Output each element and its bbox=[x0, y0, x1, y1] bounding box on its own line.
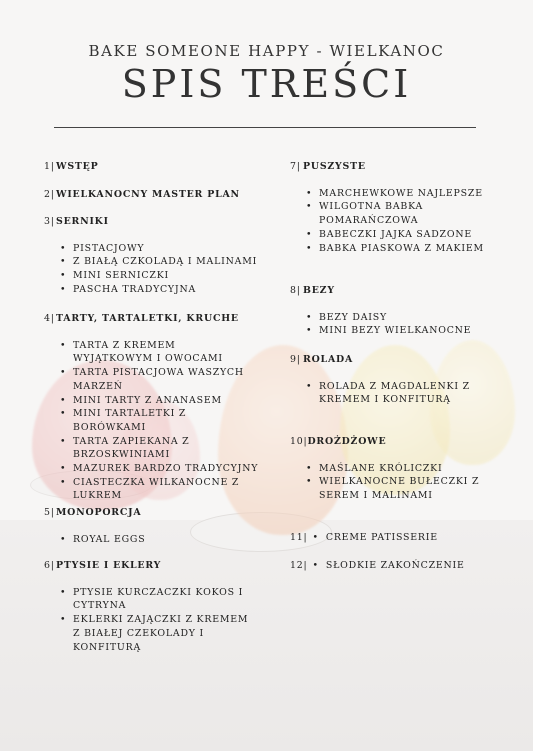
toc-list-item: • MAZUREK BARDZO TRADYCYJNY bbox=[44, 462, 259, 476]
toc-list-item: • WILGOTNA BABKA POMARAŃCZOWA bbox=[290, 200, 490, 227]
toc-section bbox=[290, 353, 490, 407]
toc-item-list bbox=[44, 586, 259, 655]
page-subtitle: BAKE SOMEONE HAPPY - WIELKANOC bbox=[88, 42, 445, 60]
toc-list-item: • EKLERKI ZAJĄCZKI Z KREMEM Z BIAŁEJ CZEKOLADY I KONFITURĄ bbox=[44, 613, 259, 654]
toc-section-number: 12| bbox=[290, 560, 308, 571]
toc-section bbox=[290, 435, 490, 503]
toc-section bbox=[44, 506, 259, 546]
toc-list-item: • TARTA ZAPIEKANA Z BRZOSKWINIAMI bbox=[44, 435, 259, 462]
toc-list-item: • PISTACJOWY bbox=[44, 242, 259, 256]
page-title: SPIS TREŚCI bbox=[121, 62, 412, 106]
toc-list-item: • TARTA PISTACJOWA WASZYCH MARZEŃ bbox=[44, 366, 259, 393]
bullet-icon: • bbox=[312, 560, 319, 571]
toc-list-item: • BEZY DAISY bbox=[290, 311, 490, 325]
toc-section-plain bbox=[290, 559, 465, 573]
toc-list-item: • ROLADA Z MAGDALENKI Z KREMEM I KONFITURĄ bbox=[290, 380, 490, 407]
toc-item-list bbox=[44, 533, 259, 547]
toc-item-list bbox=[290, 462, 490, 503]
toc-item-list bbox=[44, 242, 259, 297]
toc-section-title: SERNIKI bbox=[56, 216, 109, 227]
toc-section bbox=[44, 188, 259, 202]
toc-list-item: • PTYSIE KURCZACZKI KOKOS I CYTRYNA bbox=[44, 586, 259, 613]
toc-section-title: PTYSIE I EKLERY bbox=[56, 560, 162, 571]
toc-list-item: • MINI BEZY WIELKANOCNE bbox=[290, 324, 490, 338]
toc-list-item: • MINI TARTALETKI Z BORÓWKAMI bbox=[44, 407, 259, 434]
toc-list-item: • MAŚLANE KRÓLICZKI bbox=[290, 462, 490, 476]
toc-item-list bbox=[44, 339, 259, 503]
toc-section-heading bbox=[44, 506, 259, 520]
toc-list-item: • TARTA Z KREMEM WYJĄTKOWYM I OWOCAMI bbox=[44, 339, 259, 366]
toc-list-item: • WIELKANOCNE BUŁECZKI Z SEREM I MALINAMI bbox=[290, 475, 490, 502]
toc-section-heading bbox=[290, 353, 490, 367]
toc-section-number: 3| bbox=[44, 216, 55, 227]
toc-item-list bbox=[290, 187, 490, 256]
toc-list-item: • PASCHA TRADYCYJNA bbox=[44, 283, 259, 297]
toc-item-list bbox=[290, 380, 490, 407]
toc-list-item: • Z BIAŁĄ CZKOLADĄ I MALINAMI bbox=[44, 255, 259, 269]
toc-section-number: 4| bbox=[44, 313, 55, 324]
toc-section bbox=[44, 312, 259, 503]
toc-section-number: 6| bbox=[44, 560, 55, 571]
toc-section-number: 10| bbox=[290, 436, 308, 447]
toc-section bbox=[44, 215, 259, 297]
toc-section-title: BEZY bbox=[303, 285, 335, 296]
divider bbox=[54, 127, 476, 128]
toc-section-heading bbox=[290, 284, 490, 298]
toc-section-heading bbox=[290, 435, 490, 449]
toc-section-number: 5| bbox=[44, 507, 55, 518]
toc-section-title: SŁODKIE ZAKOŃCZENIE bbox=[325, 560, 465, 571]
toc-list-item: • BABKA PIASKOWA Z MAKIEM bbox=[290, 242, 490, 256]
toc-list-item: • BABECZKI JAJKA SADZONE bbox=[290, 228, 490, 242]
toc-list-item: • CIASTECZKA WILKANOCNE Z LUKREM bbox=[44, 476, 259, 503]
toc-section-title: ROLADA bbox=[303, 354, 354, 365]
toc-section-number: 9| bbox=[290, 354, 301, 365]
toc-section-title: TARTY, TARTALETKI, KRUCHE bbox=[56, 313, 239, 324]
toc-section-heading bbox=[44, 559, 259, 573]
toc-section-plain bbox=[290, 531, 438, 545]
toc-section-title: MONOPORCJA bbox=[56, 507, 142, 518]
toc-section-heading bbox=[44, 188, 259, 202]
toc-section-number: 8| bbox=[290, 285, 301, 296]
toc-section-number: 11| bbox=[290, 532, 308, 543]
toc-list-item: • MINI SERNICZKI bbox=[44, 269, 259, 283]
toc-section bbox=[44, 160, 259, 174]
toc-section-title: WIELKANOCNY MASTER PLAN bbox=[56, 189, 240, 200]
toc-section-number: 7| bbox=[290, 161, 301, 172]
toc-section bbox=[44, 559, 259, 654]
toc-section-title: WSTĘP bbox=[56, 161, 99, 172]
toc-section-title: PUSZYSTE bbox=[303, 161, 366, 172]
toc-list-item: • MINI TARTY Z ANANASEM bbox=[44, 394, 259, 408]
toc-section bbox=[290, 284, 490, 338]
toc-section-heading bbox=[44, 160, 259, 174]
toc-section-heading bbox=[44, 312, 259, 326]
toc-section-number: 1| bbox=[44, 161, 55, 172]
toc-section bbox=[290, 160, 490, 255]
toc-list-item: • ROYAL EGGS bbox=[44, 533, 259, 547]
toc-section-title: DROŻDŻOWE bbox=[307, 436, 387, 447]
toc-list-item: • MARCHEWKOWE NAJLEPSZE bbox=[290, 187, 490, 201]
toc-section-heading bbox=[290, 160, 490, 174]
toc-section-title: CREME PATISSERIE bbox=[325, 532, 438, 543]
bullet-icon: • bbox=[312, 532, 319, 543]
toc-section-number: 2| bbox=[44, 189, 55, 200]
toc-section-heading bbox=[44, 215, 259, 229]
toc-item-list bbox=[290, 311, 490, 338]
